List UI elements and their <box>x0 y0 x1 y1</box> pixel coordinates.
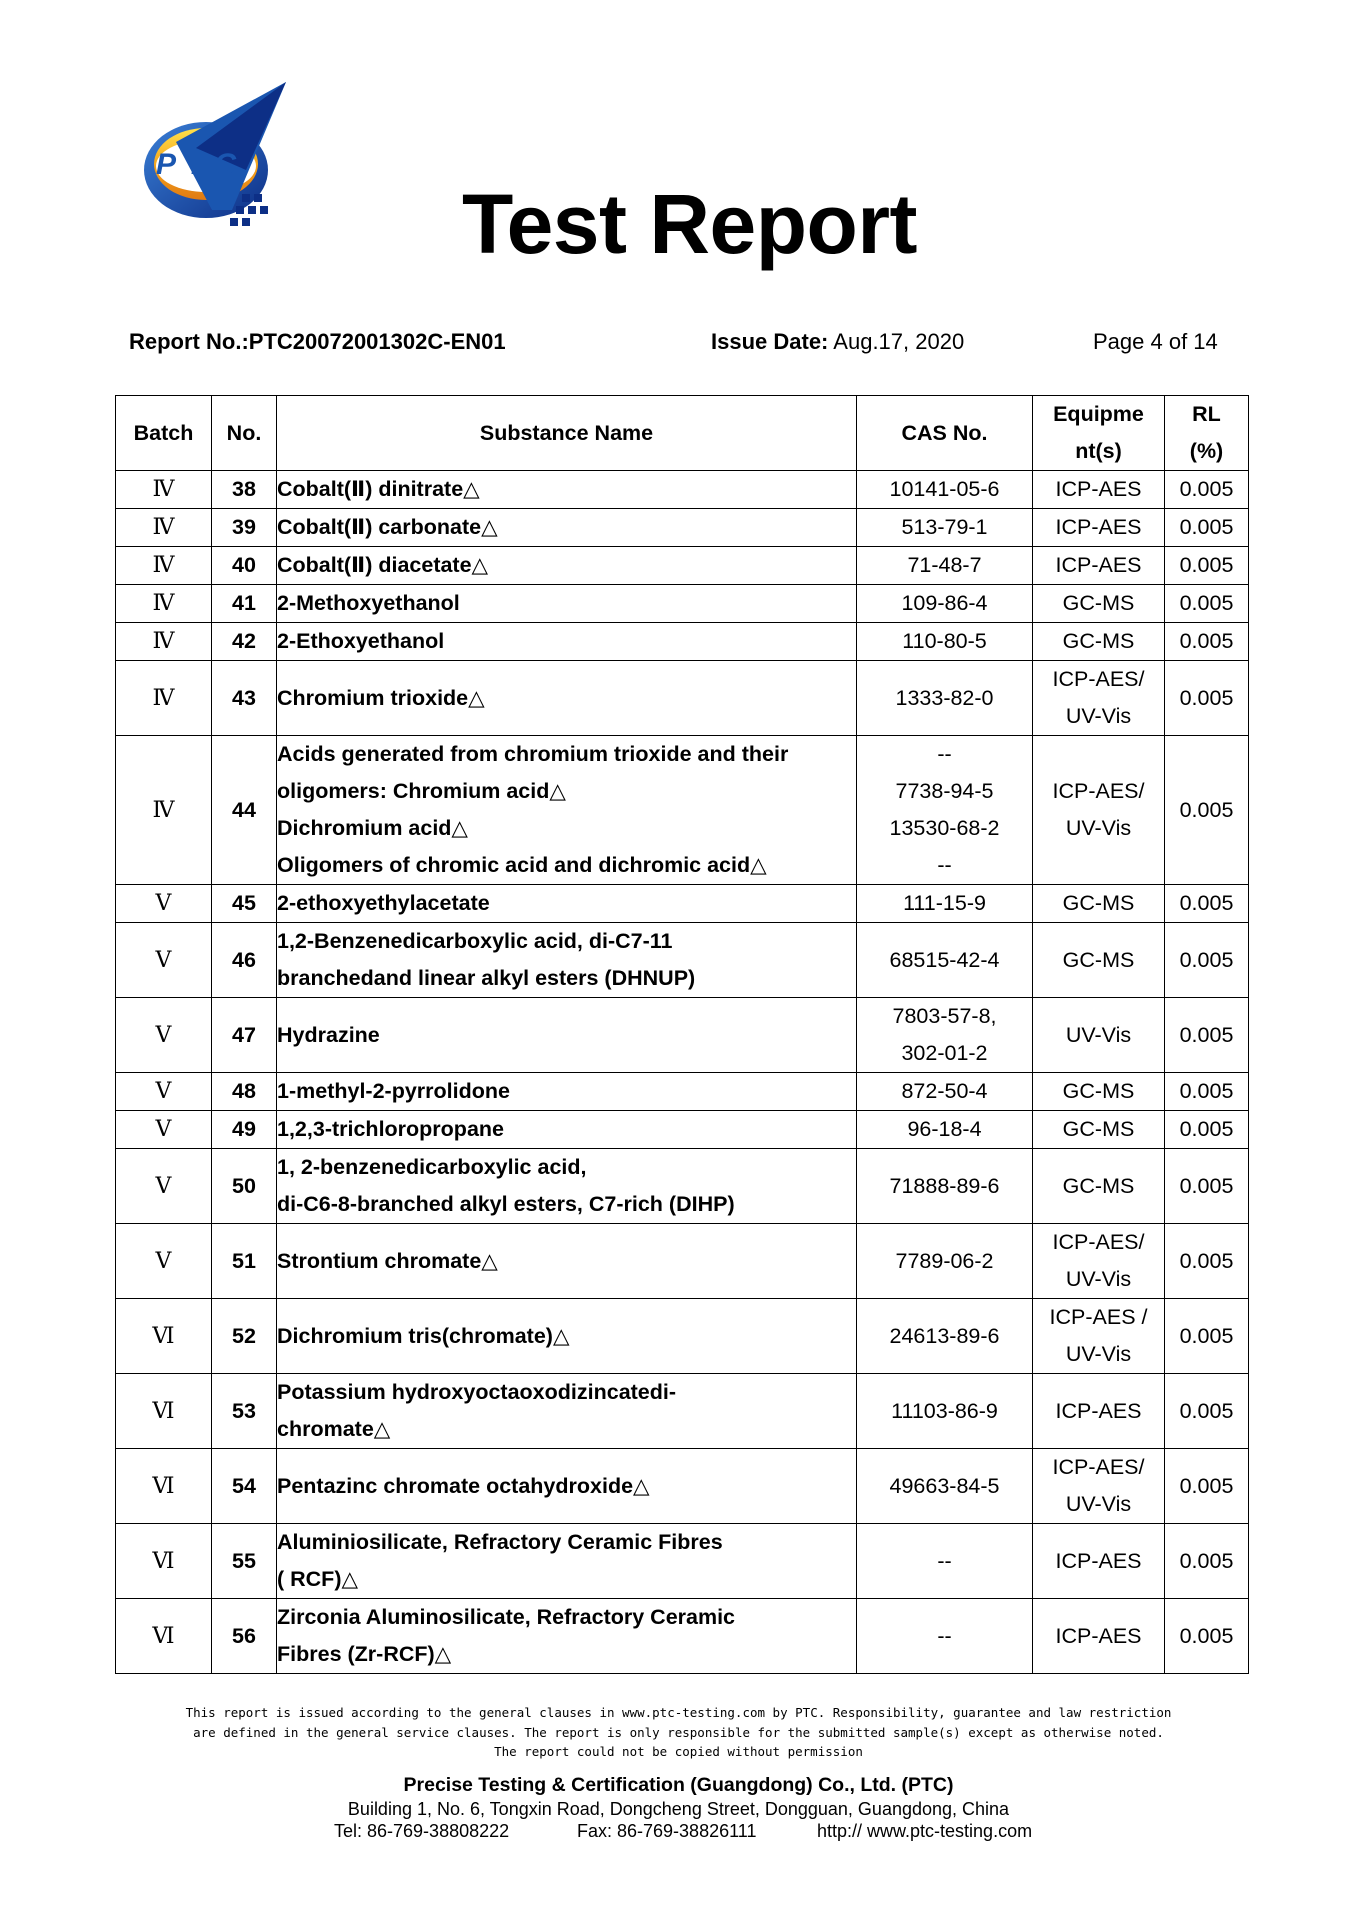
table-row <box>116 1449 1249 1524</box>
table-row <box>116 1224 1249 1299</box>
header-equipment: Equipme nt(s) <box>1033 396 1165 471</box>
number-cell: 56 <box>212 1599 277 1674</box>
batch-cell: Ⅳ <box>116 509 212 547</box>
batch-cell: Ⅵ <box>116 1374 212 1449</box>
cas-number-cell: -- <box>857 1524 1033 1599</box>
cas-number-cell: 11103-86-9 <box>857 1374 1033 1449</box>
table-row <box>116 1111 1249 1149</box>
table-row <box>116 885 1249 923</box>
rl-cell: 0.005 <box>1165 923 1249 998</box>
table-header-row <box>116 396 1249 471</box>
batch-cell: Ⅵ <box>116 1599 212 1674</box>
number-cell: 49 <box>212 1111 277 1149</box>
substance-name-cell: 1,2,3-trichloropropane <box>277 1111 857 1149</box>
company-address: Building 1, No. 6, Tongxin Road, Dongcheng Street, Dongguan, Guangdong, China <box>347 1799 1010 1819</box>
number-cell: 40 <box>212 547 277 585</box>
number-cell: 44 <box>212 736 277 885</box>
rl-cell: 0.005 <box>1165 585 1249 623</box>
equipment-cell: ICP-AES <box>1033 1524 1165 1599</box>
number-cell: 46 <box>212 923 277 998</box>
substance-name-cell: 2-Methoxyethanol <box>277 585 857 623</box>
equipment-cell: GC-MS <box>1033 585 1165 623</box>
equipment-cell: ICP-AES/ UV-Vis <box>1033 661 1165 736</box>
batch-cell: Ⅴ <box>116 998 212 1073</box>
substance-name-cell: Chromium trioxide△ <box>277 661 857 736</box>
equipment-cell: ICP-AES <box>1033 471 1165 509</box>
company-tel: Tel: 86-769-38808222 <box>334 1821 510 1841</box>
rl-cell: 0.005 <box>1165 885 1249 923</box>
table-row <box>116 1374 1249 1449</box>
cas-number-cell: 49663-84-5 <box>857 1449 1033 1524</box>
cas-number-cell: 109-86-4 <box>857 585 1033 623</box>
substance-name-cell: Cobalt(Ⅱ) dinitrate△ <box>277 471 857 509</box>
rl-cell: 0.005 <box>1165 1299 1249 1374</box>
rl-cell: 0.005 <box>1165 1449 1249 1524</box>
number-cell: 43 <box>212 661 277 736</box>
page-title: Test Report <box>462 177 917 271</box>
number-cell: 48 <box>212 1073 277 1111</box>
number-cell: 52 <box>212 1299 277 1374</box>
batch-cell: Ⅳ <box>116 736 212 885</box>
rl-cell: 0.005 <box>1165 1374 1249 1449</box>
equipment-cell: ICP-AES <box>1033 1599 1165 1674</box>
batch-cell: Ⅵ <box>116 1299 212 1374</box>
cas-number-cell: 513-79-1 <box>857 509 1033 547</box>
number-cell: 50 <box>212 1149 277 1224</box>
cas-number-cell: 1333-82-0 <box>857 661 1033 736</box>
cas-number-cell: 872-50-4 <box>857 1073 1033 1111</box>
substance-name-cell: Strontium chromate△ <box>277 1224 857 1299</box>
page-number: Page 4 of 14 <box>1093 329 1218 354</box>
cas-number-cell: 7803-57-8, 302-01-2 <box>857 998 1033 1073</box>
logo-text: PTC <box>156 148 246 181</box>
batch-cell: Ⅴ <box>116 1149 212 1224</box>
equipment-cell: ICP-AES/ UV-Vis <box>1033 736 1165 885</box>
table-row <box>116 736 1249 885</box>
table-row <box>116 1524 1249 1599</box>
cas-number-cell: 10141-05-6 <box>857 471 1033 509</box>
cas-number-cell: -- <box>857 1599 1033 1674</box>
rl-cell: 0.005 <box>1165 471 1249 509</box>
batch-cell: Ⅴ <box>116 885 212 923</box>
table-row <box>116 623 1249 661</box>
table-row <box>116 471 1249 509</box>
rl-cell: 0.005 <box>1165 1524 1249 1599</box>
report-number: Report No.:PTC20072001302C-EN01 <box>129 329 506 354</box>
batch-cell: Ⅵ <box>116 1524 212 1599</box>
batch-cell: Ⅴ <box>116 1111 212 1149</box>
cas-number-cell: 96-18-4 <box>857 1111 1033 1149</box>
table-row <box>116 547 1249 585</box>
table-row <box>116 923 1249 998</box>
table-row <box>116 1599 1249 1674</box>
table-row <box>116 1073 1249 1111</box>
number-cell: 42 <box>212 623 277 661</box>
substance-name-cell: Dichromium tris(chromate)△ <box>277 1299 857 1374</box>
equipment-cell: ICP-AES/ UV-Vis <box>1033 1449 1165 1524</box>
header-substance-name: Substance Name <box>277 396 857 471</box>
rl-cell: 0.005 <box>1165 1224 1249 1299</box>
cas-number-cell: 24613-89-6 <box>857 1299 1033 1374</box>
results-table <box>115 395 1249 1674</box>
substance-name-cell: 2-ethoxyethylacetate <box>277 885 857 923</box>
number-cell: 53 <box>212 1374 277 1449</box>
batch-cell: Ⅳ <box>116 585 212 623</box>
batch-cell: Ⅴ <box>116 923 212 998</box>
cas-number-cell: 111-15-9 <box>857 885 1033 923</box>
rl-cell: 0.005 <box>1165 623 1249 661</box>
substance-name-cell: Potassium hydroxyoctaoxodizincatedi- chromate△ <box>277 1374 857 1449</box>
equipment-cell: ICP-AES <box>1033 547 1165 585</box>
equipment-cell: ICP-AES <box>1033 509 1165 547</box>
header-rl: RL (%) <box>1165 396 1249 471</box>
substance-name-cell: Cobalt(Ⅱ) diacetate△ <box>277 547 857 585</box>
equipment-cell: GC-MS <box>1033 1111 1165 1149</box>
substance-name-cell: Hydrazine <box>277 998 857 1073</box>
equipment-cell: ICP-AES / UV-Vis <box>1033 1299 1165 1374</box>
number-cell: 39 <box>212 509 277 547</box>
equipment-cell: ICP-AES <box>1033 1374 1165 1449</box>
equipment-cell: UV-Vis <box>1033 998 1165 1073</box>
batch-cell: Ⅴ <box>116 1073 212 1111</box>
table-row <box>116 1149 1249 1224</box>
cas-number-cell: 71888-89-6 <box>857 1149 1033 1224</box>
rl-cell: 0.005 <box>1165 1111 1249 1149</box>
equipment-cell: GC-MS <box>1033 1073 1165 1111</box>
substance-name-cell: 1, 2-benzenedicarboxylic acid, di-C6-8-branched alkyl esters, C7-rich (DIHP) <box>277 1149 857 1224</box>
equipment-cell: GC-MS <box>1033 623 1165 661</box>
number-cell: 55 <box>212 1524 277 1599</box>
equipment-cell: GC-MS <box>1033 885 1165 923</box>
batch-cell: Ⅵ <box>116 1449 212 1524</box>
rl-cell: 0.005 <box>1165 1599 1249 1674</box>
substance-name-cell: Acids generated from chromium trioxide and their oligomers: Chromium acid△ Dichromium acid△ Oligomers of chromic acid and dichromic acid△ <box>277 736 857 885</box>
rl-cell: 0.005 <box>1165 1073 1249 1111</box>
substance-name-cell: Pentazinc chromate octahydroxide△ <box>277 1449 857 1524</box>
cas-number-cell: 71-48-7 <box>857 547 1033 585</box>
substance-name-cell: 1,2-Benzenedicarboxylic acid, di-C7-11 branchedand linear alkyl esters (DHNUP) <box>277 923 857 998</box>
cas-number-cell: -- 7738-94-5 13530-68-2 -- <box>857 736 1033 885</box>
header-cas-no: CAS No. <box>857 396 1033 471</box>
rl-cell: 0.005 <box>1165 547 1249 585</box>
disclaimer: This report is issued according to the general clauses in www.ptc-testing.com by PTC. Responsibility, guarantee and law restriction are defined in the general service clauses. The report is only responsible for the submitted sample(s) except as otherwise noted. The report could not be copied without permission <box>185 1705 1172 1759</box>
table-row <box>116 1299 1249 1374</box>
rl-cell: 0.005 <box>1165 998 1249 1073</box>
rl-cell: 0.005 <box>1165 509 1249 547</box>
substance-name-cell: 1-methyl-2-pyrrolidone <box>277 1073 857 1111</box>
number-cell: 54 <box>212 1449 277 1524</box>
equipment-cell: GC-MS <box>1033 1149 1165 1224</box>
cas-number-cell: 110-80-5 <box>857 623 1033 661</box>
rl-cell: 0.005 <box>1165 661 1249 736</box>
cas-number-cell: 7789-06-2 <box>857 1224 1033 1299</box>
header-batch: Batch <box>116 396 212 471</box>
table-row <box>116 585 1249 623</box>
batch-cell: Ⅳ <box>116 547 212 585</box>
substance-name-cell: Cobalt(Ⅱ) carbonate△ <box>277 509 857 547</box>
batch-cell: Ⅳ <box>116 661 212 736</box>
number-cell: 45 <box>212 885 277 923</box>
company-website[interactable]: http:// www.ptc-testing.com <box>817 1821 1033 1841</box>
substance-name-cell: Aluminiosilicate, Refractory Ceramic Fibres ( RCF)△ <box>277 1524 857 1599</box>
substance-name-cell: 2-Ethoxyethanol <box>277 623 857 661</box>
rl-cell: 0.005 <box>1165 1149 1249 1224</box>
substance-name-cell: Zirconia Aluminosilicate, Refractory Ceramic Fibres (Zr-RCF)△ <box>277 1599 857 1674</box>
rl-cell: 0.005 <box>1165 736 1249 885</box>
company-fax: Fax: 86-769-38826111 <box>577 1821 757 1841</box>
batch-cell: Ⅳ <box>116 623 212 661</box>
number-cell: 38 <box>212 471 277 509</box>
table-row <box>116 661 1249 736</box>
header-no: No. <box>212 396 277 471</box>
company-name: Precise Testing & Certification (Guangdong) Co., Ltd. (PTC) <box>403 1774 954 1796</box>
table-row <box>116 509 1249 547</box>
batch-cell: Ⅴ <box>116 1224 212 1299</box>
issue-date: Issue Date: Aug.17, 2020 <box>711 329 965 354</box>
number-cell: 47 <box>212 998 277 1073</box>
equipment-cell: GC-MS <box>1033 923 1165 998</box>
cas-number-cell: 68515-42-4 <box>857 923 1033 998</box>
table-body <box>116 471 1249 1674</box>
batch-cell: Ⅳ <box>116 471 212 509</box>
table-row <box>116 998 1249 1073</box>
number-cell: 41 <box>212 585 277 623</box>
equipment-cell: ICP-AES/ UV-Vis <box>1033 1224 1165 1299</box>
number-cell: 51 <box>212 1224 277 1299</box>
